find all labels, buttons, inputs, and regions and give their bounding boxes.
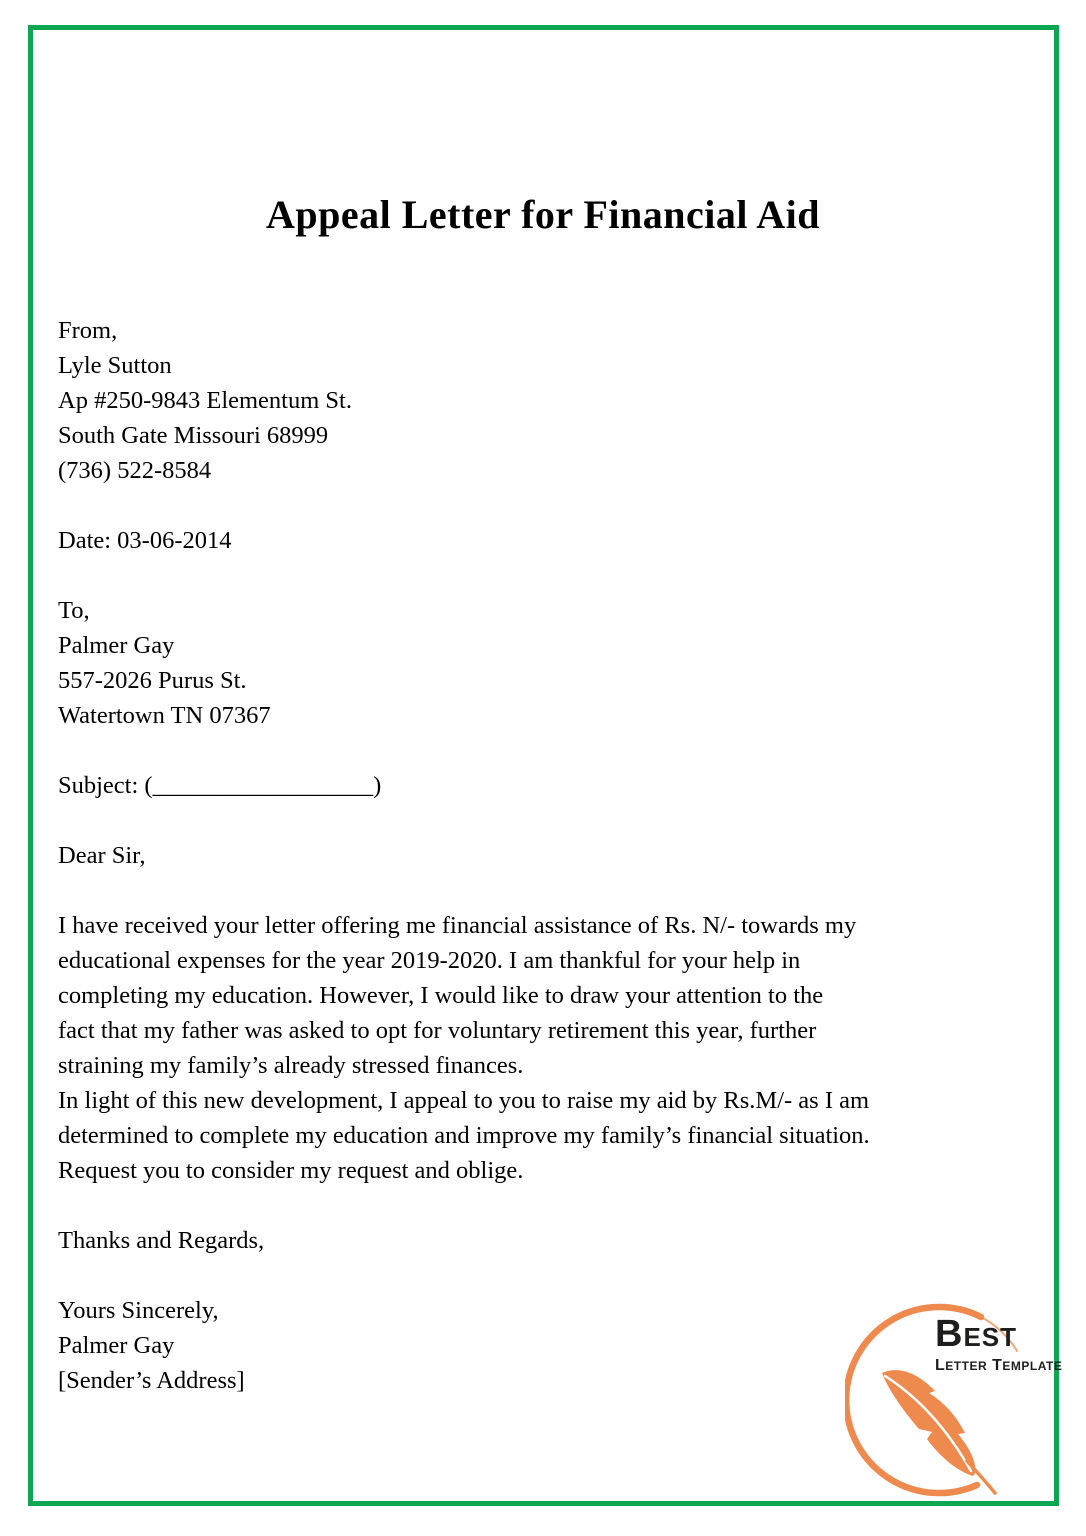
subject-text: Subject: (__________________) <box>58 772 382 799</box>
to-name: Palmer Gay <box>58 632 175 659</box>
paragraph-1 <box>58 908 1048 1083</box>
date-line <box>58 523 1048 558</box>
signature-name: Palmer Gay <box>58 1332 175 1359</box>
from-city: South Gate Missouri 68999 <box>58 422 329 449</box>
signature-salutation: Yours Sincerely, <box>58 1297 219 1324</box>
from-phone: (736) 522-8584 <box>58 457 212 484</box>
paragraph-1-line: completing my education. However, I would like to draw your attention to the <box>58 982 824 1009</box>
tagline-word1-cap: L <box>935 1357 946 1374</box>
from-street: Ap #250-9843 Elementum St. <box>58 387 352 414</box>
paragraph-1-line: I have received your letter offering me financial assistance of Rs. N/- towards my <box>58 912 857 939</box>
tagline-word2-cap: T <box>992 1357 1003 1374</box>
salutation <box>58 838 1048 873</box>
paragraph-1-line: educational expenses for the year 2019-2020. I am thankful for your help in <box>58 947 801 974</box>
paragraph-2-line: In light of this new development, I appeal to you to raise my aid by Rs.M/- as I am <box>58 1087 870 1114</box>
to-street: 557-2026 Purus St. <box>58 667 247 694</box>
page-title: Appeal Letter for Financial Aid <box>265 192 820 237</box>
from-block <box>58 313 1048 488</box>
date-text: Date: 03-06-2014 <box>58 527 232 554</box>
signature-address-placeholder: [Sender’s Address] <box>58 1367 245 1394</box>
feather-icon <box>882 1370 975 1476</box>
paragraph-2-line: Request you to consider my request and oblige. <box>58 1157 524 1184</box>
closing-text: Thanks and Regards, <box>58 1227 265 1254</box>
brand-logo <box>845 1285 1063 1500</box>
letter-body <box>58 313 1048 1433</box>
from-label: From, <box>58 317 118 344</box>
brand-name <box>935 1315 1062 1353</box>
closing-line <box>58 1223 1048 1258</box>
salutation-text: Dear Sir, <box>58 842 146 869</box>
paragraph-2-line: determined to complete my education and improve my family’s financial situation. <box>58 1122 870 1149</box>
subject-line <box>58 768 1048 803</box>
body-paragraphs <box>58 908 1048 1188</box>
paragraph-1-line: straining my family’s already stressed finances. <box>58 1052 524 1079</box>
brand-name-initial: B <box>935 1313 964 1355</box>
tagline-word2-rest: EMPLATE <box>1002 1359 1063 1373</box>
paragraph-2 <box>58 1083 1048 1188</box>
tagline-word1-rest: ETTER <box>945 1359 988 1373</box>
brand-tagline <box>935 1358 1062 1374</box>
to-block <box>58 593 1048 733</box>
paragraph-1-line: fact that my father was asked to opt for voluntary retirement this year, further <box>58 1017 817 1044</box>
to-city: Watertown TN 07367 <box>58 702 271 729</box>
from-name: Lyle Sutton <box>58 352 172 379</box>
brand-name-rest: EST <box>963 1322 1018 1352</box>
brand-text <box>935 1315 1062 1374</box>
to-label: To, <box>58 597 90 624</box>
